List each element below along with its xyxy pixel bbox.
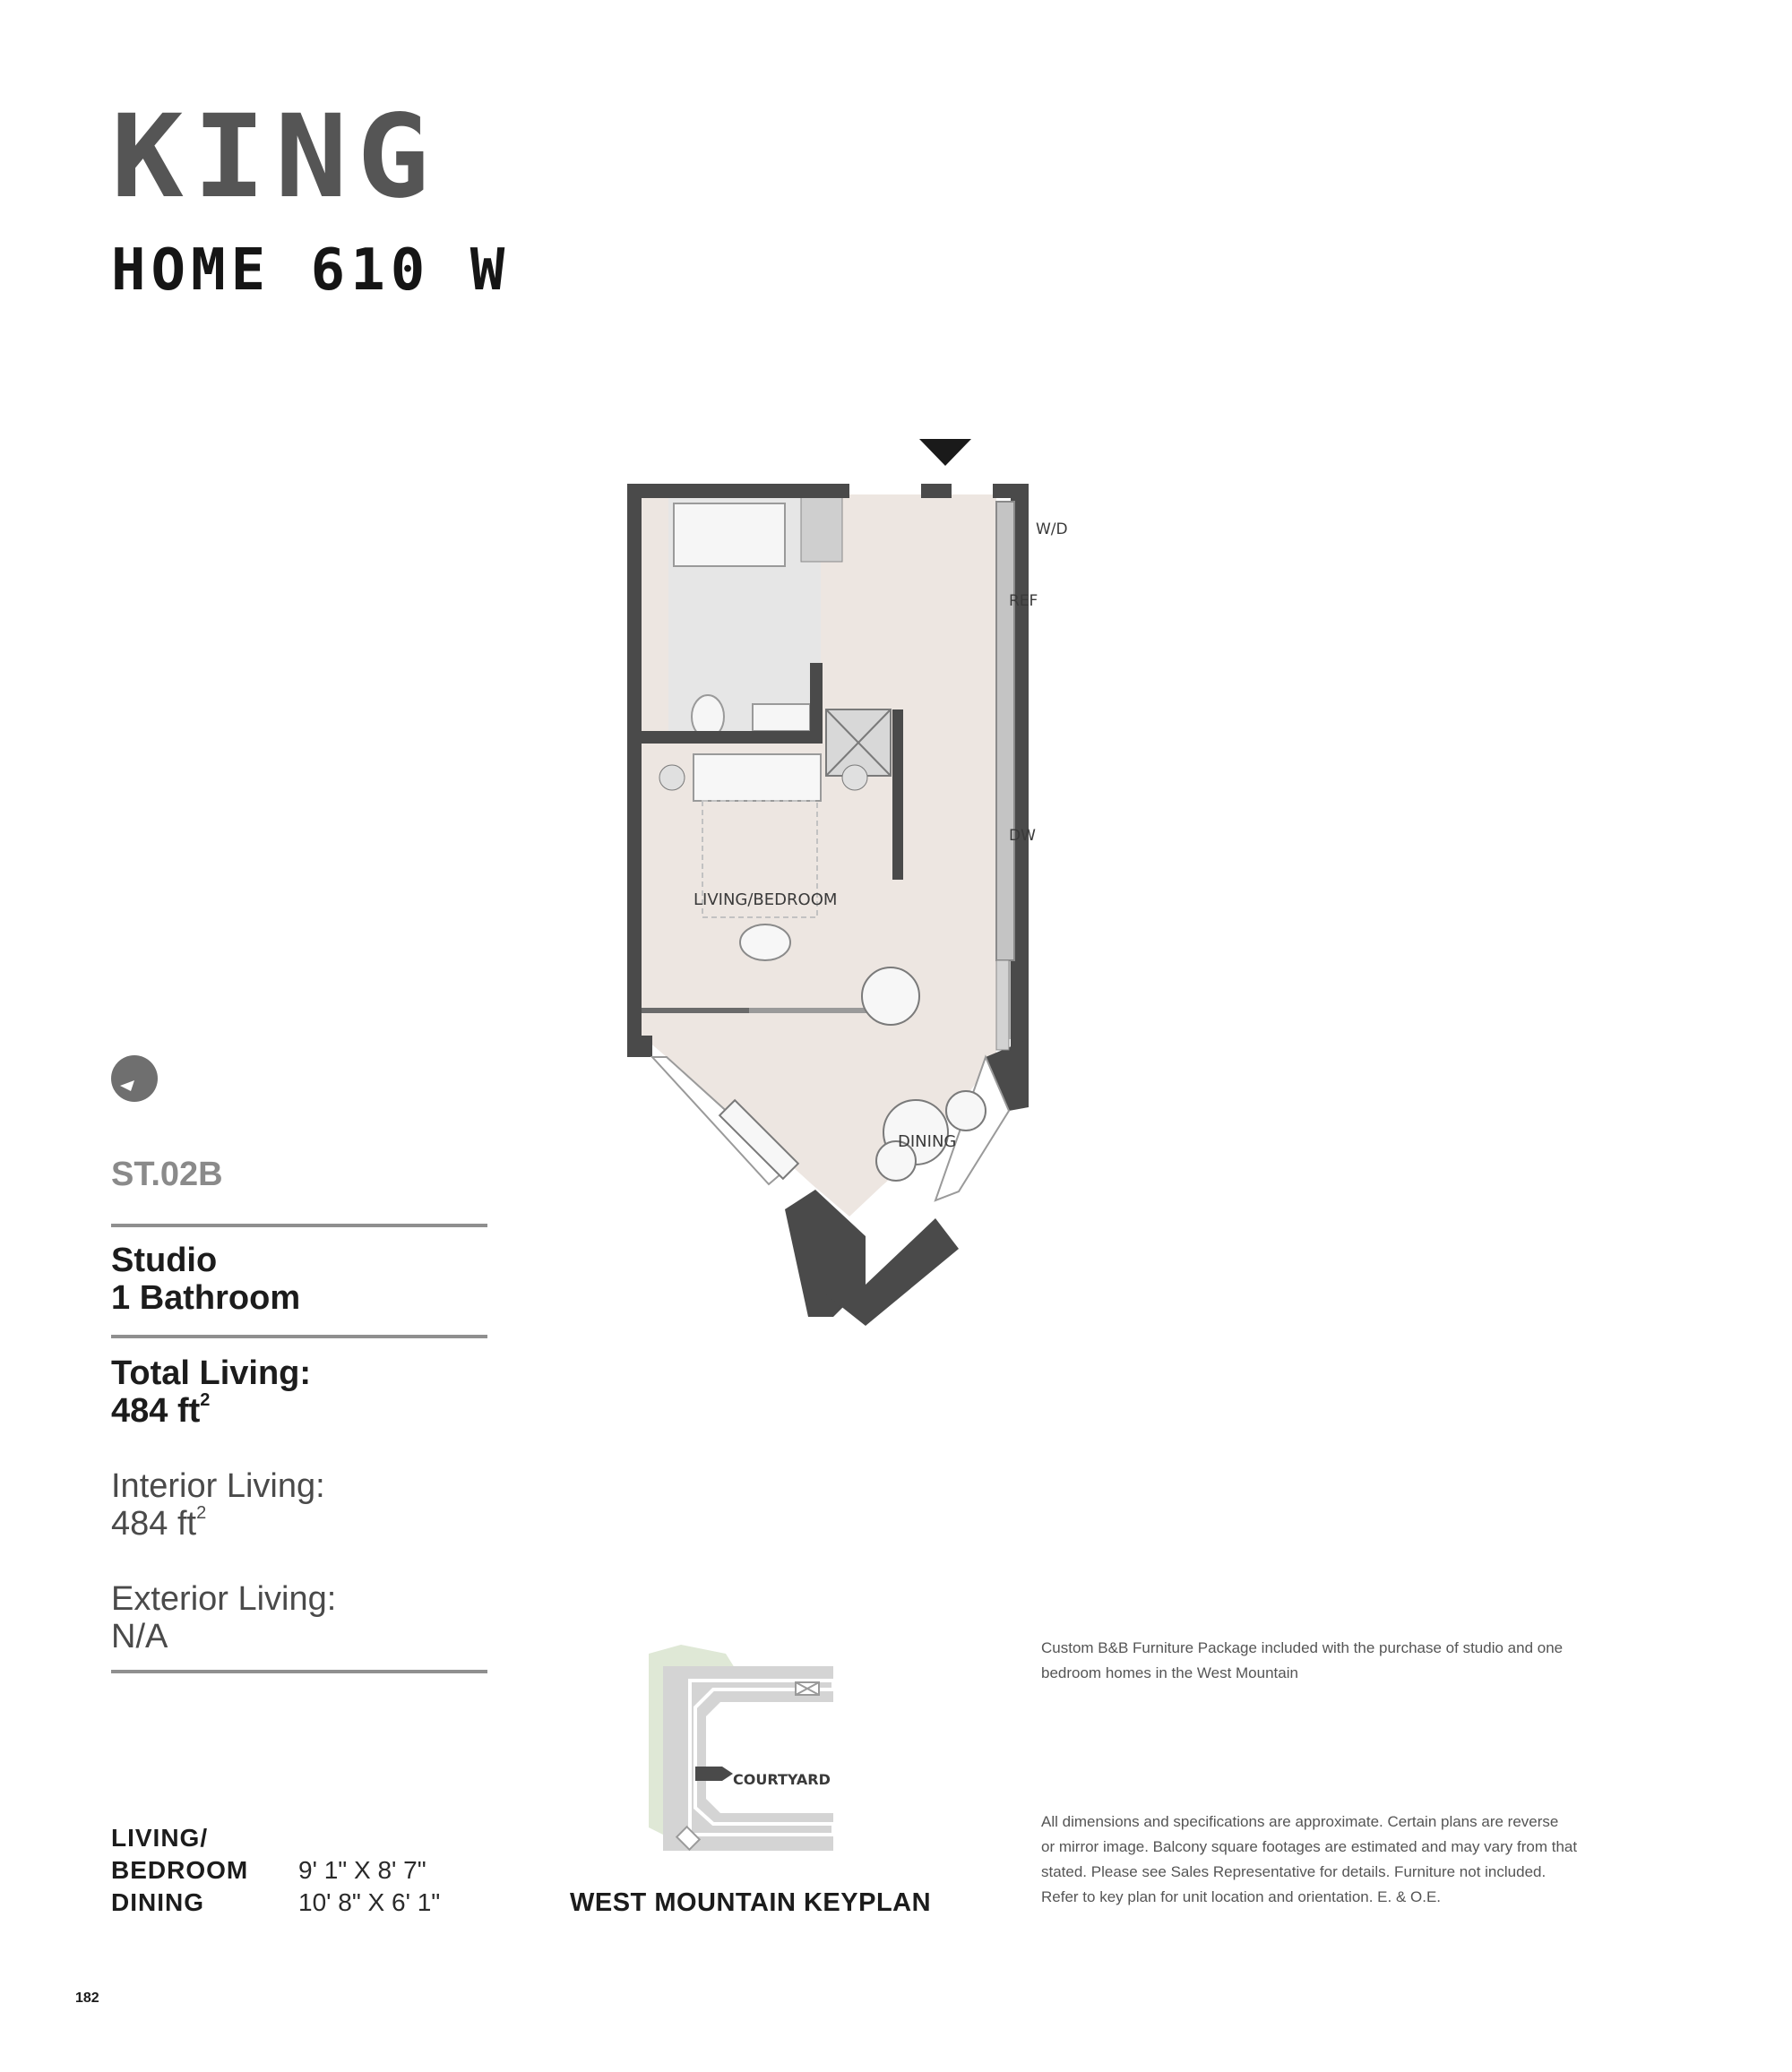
ref-label: REF [1009, 592, 1038, 610]
disclaimer-note: All dimensions and specifications are approximate. Certain plans are reverse or mirror image. Balcony square footages are estimated and may vary from that stated. Please see Sales Representative for details. Furniture not included. Refer to key plan for unit location and orientation. E. & O.E. [1041, 1813, 1578, 1905]
room-name: BEDROOM [111, 1856, 249, 1884]
bed [694, 754, 821, 801]
interior-living-value: 484 $ft^2$ [111, 1503, 207, 1543]
entry-arrow-icon [919, 439, 971, 466]
exterior-living-label: Exterior Living: [111, 1580, 337, 1618]
room-name: LIVING/ [111, 1824, 209, 1852]
vanity-sink [753, 704, 810, 731]
divider [111, 1335, 487, 1338]
keyplan-diagram [645, 1639, 842, 1863]
page-number: 182 [75, 1990, 99, 2006]
courtyard-label: COURTYARD [733, 1771, 831, 1788]
dw-label: DW [1009, 827, 1036, 845]
wd-label: W/D [1036, 520, 1068, 538]
unit-marker [695, 1767, 733, 1781]
exterior-living-value: N/A [111, 1618, 168, 1655]
room-dimensions: 9' 1" X 8' 7" [298, 1856, 426, 1884]
floor-plan [591, 430, 1129, 1362]
unit-type: Studio [111, 1242, 218, 1279]
armchair [862, 967, 919, 1025]
total-living-value: 484 $ft^2$ [111, 1390, 211, 1430]
dining-label: DINING [898, 1132, 957, 1151]
furniture-note: Custom B&B Furniture Package included with the purchase of studio and one bedroom homes in the West Mountain [1041, 1639, 1564, 1681]
brand-logo: KING [111, 90, 439, 224]
shower-stall [801, 497, 842, 562]
home-title: HOME 610 W [111, 237, 511, 304]
total-living-label: Total Living: [111, 1354, 312, 1392]
room-dimensions: 10' 8" X 6' 1" [298, 1888, 441, 1916]
living-bedroom-label: LIVING/BEDROOM [694, 890, 838, 909]
side-table [659, 765, 685, 790]
divider [111, 1224, 487, 1227]
keyplan-title: WEST MOUNTAIN KEYPLAN [570, 1888, 932, 1917]
bathtub [674, 503, 785, 566]
room-name: DINING [111, 1888, 204, 1916]
bathroom-count: 1 Bathroom [111, 1279, 301, 1317]
north-compass-icon [111, 1055, 158, 1102]
divider [111, 1670, 487, 1673]
dining-chair [946, 1091, 986, 1131]
side-table [842, 765, 867, 790]
unit-code: ST.02B [111, 1156, 223, 1193]
ottoman [740, 924, 790, 960]
interior-living-label: Interior Living: [111, 1467, 325, 1505]
